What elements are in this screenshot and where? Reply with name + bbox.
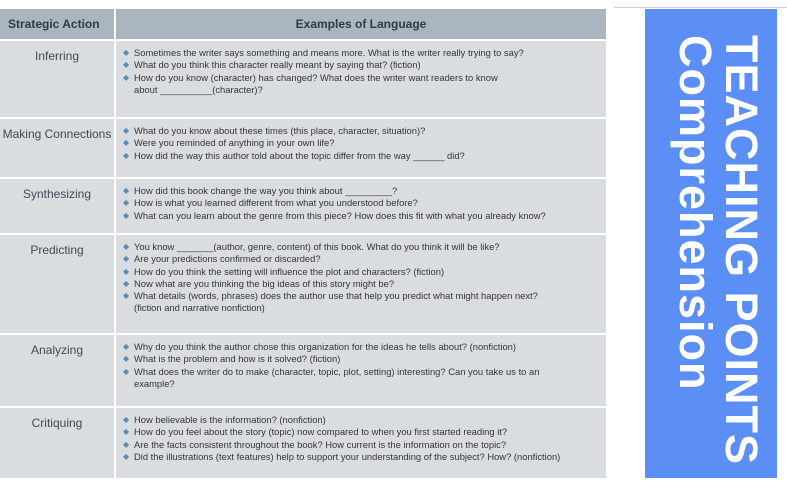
example-text: Now what are you thinking the big ideas of this story might be? [134, 277, 395, 289]
bullet-icon: ◆ [123, 126, 130, 135]
strategic-action-label: Synthesizing [22, 187, 92, 201]
example-text: How do you feel about the story (topic) now compared to when you first started reading it? [134, 426, 508, 438]
bullet-icon: ◆ [123, 48, 130, 57]
side-title-line1: TEACHING POINTS [716, 35, 767, 466]
list-item [122, 241, 600, 253]
list-item [122, 451, 600, 463]
list-item [122, 210, 600, 222]
list-item [122, 414, 600, 426]
bullet-icon: ◆ [123, 439, 130, 449]
bullet-icon: ◆ [123, 278, 130, 288]
table-row [0, 235, 606, 333]
bullet-icon: ◆ [123, 354, 130, 364]
example-text: Why do you think the author chose this organization for the ideas he tells about? (nonfiction) [134, 341, 516, 352]
list-item [122, 47, 600, 59]
table-row [0, 335, 606, 406]
bullet-icon: ◆ [123, 266, 130, 276]
table-row [0, 408, 606, 478]
list-item [122, 150, 600, 162]
bullet-icon: ◆ [123, 72, 130, 82]
bullet-icon: ◆ [123, 210, 130, 220]
list-item [122, 278, 600, 290]
example-text: You know _______(author, genre, content) of this book. What do you think it will be like? [134, 241, 500, 252]
language-examples [122, 185, 600, 222]
example-text: How did this book change the way you think about _________? [134, 185, 398, 196]
example-text: What details (words, phrases) does the author use that help you predict what might happen next? (fiction and narrative nonfiction) [134, 290, 538, 314]
list-item [122, 290, 600, 315]
header-strategic-action: Strategic Action [8, 17, 100, 31]
side-title [645, 9, 777, 478]
list-item [122, 353, 600, 365]
example-text: What does the writer do to make (character, topic, plot, setting) interesting? Can you take us to an example? [134, 365, 540, 389]
list-item [122, 137, 600, 149]
list-item [122, 59, 600, 71]
bullet-icon: ◆ [123, 242, 130, 251]
bullet-icon: ◆ [123, 291, 130, 301]
table-row [0, 41, 606, 117]
bullet-icon: ◆ [123, 60, 130, 70]
header-examples-of-language: Examples of Language [295, 17, 427, 31]
side-title-panel [645, 9, 777, 478]
bullet-icon: ◆ [123, 342, 130, 351]
list-item [122, 197, 600, 209]
bullet-icon: ◆ [123, 150, 130, 160]
strategic-action-label: Critiquing [31, 416, 83, 430]
table-header [0, 9, 606, 39]
side-title-line2: Comprehension [670, 35, 721, 391]
bullet-icon: ◆ [123, 415, 130, 424]
example-text: Did the illustrations (text features) help to support your understanding of the subject? How? (nonfiction) [134, 450, 561, 462]
bullet-icon: ◆ [123, 366, 130, 376]
list-item [122, 72, 600, 97]
example-text: What is the problem and how is it solved? (fiction) [134, 353, 341, 365]
list-item [122, 439, 600, 451]
top-rule [614, 7, 787, 8]
example-text: How believable is the information? (nonfiction) [134, 414, 326, 425]
bullet-icon: ◆ [123, 451, 130, 461]
table-row [0, 119, 606, 177]
strategic-action-label: Making Connections [2, 127, 112, 141]
list-item [122, 366, 600, 391]
list-item [122, 341, 600, 353]
language-examples [122, 241, 600, 315]
strategic-action-label: Inferring [34, 49, 80, 63]
example-text: Sometimes the writer says something and means more. What is the writer really trying to say? [134, 47, 524, 58]
example-text: How do you know (character) has changed? What does the writer want readers to know about __________(character)? [134, 71, 498, 95]
example-text: How is what you learned different from what you understood before? [134, 197, 418, 209]
language-examples [122, 125, 600, 162]
list-item [122, 185, 600, 197]
bullet-icon: ◆ [123, 186, 130, 195]
list-item [122, 125, 600, 137]
example-text: Were you reminded of anything in your own life? [134, 137, 335, 149]
example-text: What do you know about these times (this place, character, situation)? [134, 125, 426, 136]
table-row [0, 179, 606, 233]
strategic-action-label: Predicting [30, 243, 84, 257]
strategic-action-label: Analyzing [30, 343, 84, 357]
language-examples [122, 414, 600, 463]
bullet-icon: ◆ [123, 198, 130, 208]
list-item [122, 426, 600, 438]
list-item [122, 253, 600, 265]
example-text: How did the way this author told about the topic differ from the way ______ did? [134, 149, 465, 161]
language-examples [122, 47, 600, 96]
bullet-icon: ◆ [123, 427, 130, 437]
example-text: What can you learn about the genre from this piece? How does this fit with what you already know? [134, 209, 546, 221]
bullet-icon: ◆ [123, 254, 130, 264]
example-text: Are your predictions confirmed or discarded? [134, 253, 321, 265]
list-item [122, 266, 600, 278]
example-text: What do you think this character really meant by saying that? (fiction) [134, 59, 421, 71]
example-text: Are the facts consistent throughout the book? How current is the information on the topic? [134, 438, 507, 450]
example-text: How do you think the setting will influence the plot and characters? (fiction) [134, 265, 445, 277]
language-examples [122, 341, 600, 390]
column-divider [114, 9, 116, 478]
teaching-points-table [0, 9, 606, 478]
bullet-icon: ◆ [123, 138, 130, 148]
